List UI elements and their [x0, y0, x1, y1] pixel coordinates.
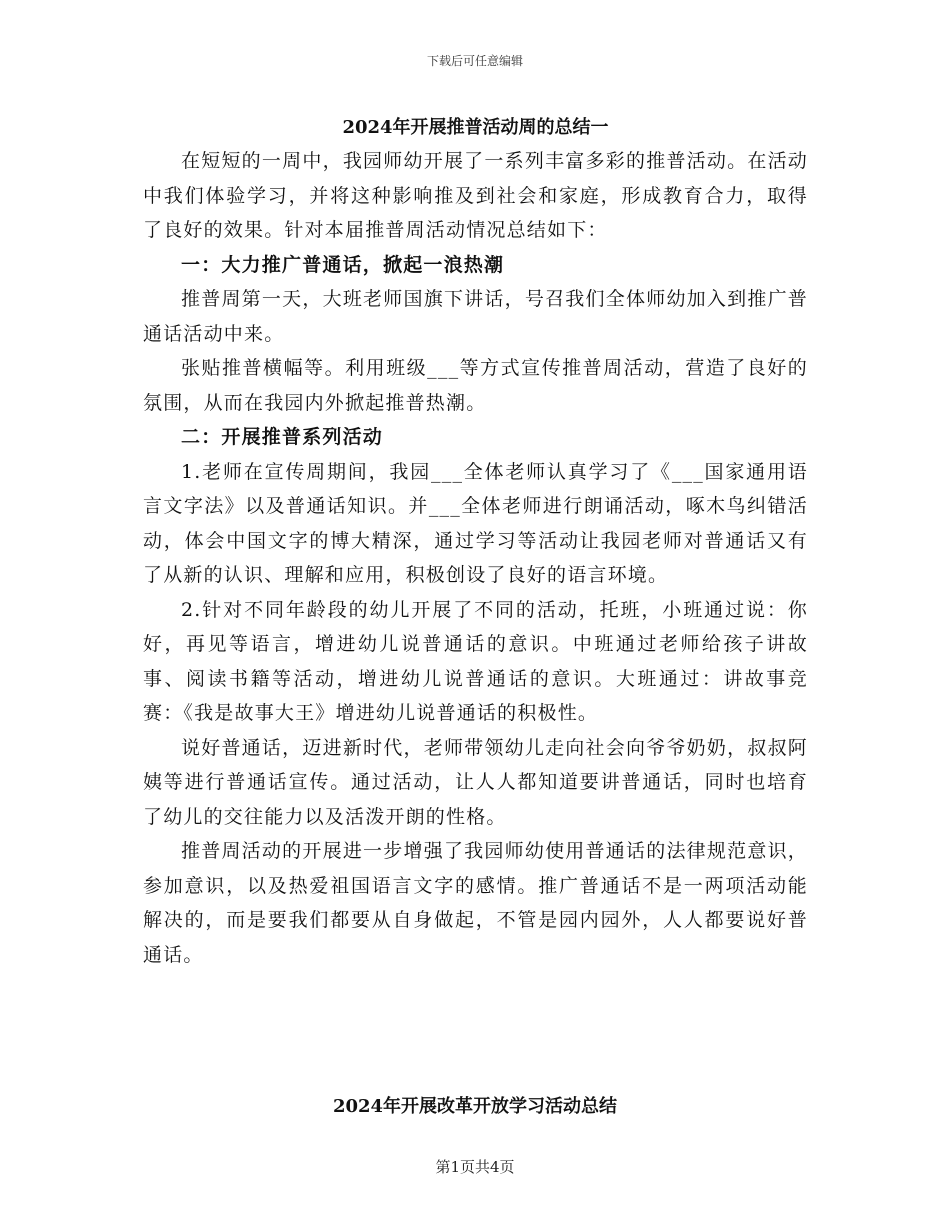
section1-paragraph-2: 张贴推普横幅等。利用班级___等方式宣传推普周活动，营造了良好的氛围，从而在我园内外掀起推普热潮。 — [143, 357, 808, 414]
next-document-title: 2024年开展改革开放学习活动总结 — [332, 1096, 618, 1117]
download-note: 下载后可任意编辑 — [426, 54, 523, 68]
section2-paragraph-1: 1.老师在宣传周期间，我园___全体老师认真学习了《___国家通用语言文字法》以及普通话知识。并___全体老师进行朗诵活动，啄木鸟纠错活动，体会中国文字的博大精深，通过学习等活动让我园老师对普通话又有了从新的认识、理解和应用，积极创设了良好的语言环境。 — [143, 460, 808, 586]
section2-paragraph-2: 2.针对不同年龄段的幼儿开展了不同的活动，托班，小班通过说：你好，再见等语言，增进幼儿说普通话的意识。中班通过老师给孩子讲故事、阅读书籍等活动，增进幼儿说普通话的意识。大班通过：讲故事竞赛：《我是故事大王》增进幼儿说普通话的积极性。 — [143, 598, 808, 724]
section2-paragraph-4: 推普周活动的开展进一步增强了我园师幼使用普通话的法律规范意识，参加意识，以及热爱祖国语言文字的感情。推广普通话不是一两项活动能解决的，而是要我们都要从自身做起，不管是园内园外，人人都要说好普通话。 — [143, 840, 808, 966]
section1-paragraph-1: 推普周第一天，大班老师国旗下讲话，号召我们全体师幼加入到推广普通话活动中来。 — [143, 288, 808, 345]
section-heading-1: 一：大力推广普通话，掀起一浪热潮 — [181, 253, 505, 276]
intro-paragraph: 在短短的一周中，我园师幼开展了一系列丰富多彩的推普活动。在活动中我们体验学习，并将这种影响推及到社会和家庭，形成教育合力，取得了良好的效果。针对本届推普周活动情况总结如下： — [143, 150, 808, 241]
section-heading-2: 二：开展推普系列活动 — [181, 426, 384, 448]
document-body — [143, 112, 808, 972]
section2-paragraph-3: 说好普通话，迈进新时代，老师带领幼儿走向社会向爷爷奶奶，叔叔阿姨等进行普通话宣传。通过活动，让人人都知道要讲普通话，同时也培育了幼儿的交往能力以及活泼开朗的性格。 — [143, 736, 808, 828]
page-number: 第1页共4页 — [435, 1158, 515, 1176]
document-title: 2024年开展推普活动周的总结一 — [342, 117, 609, 138]
